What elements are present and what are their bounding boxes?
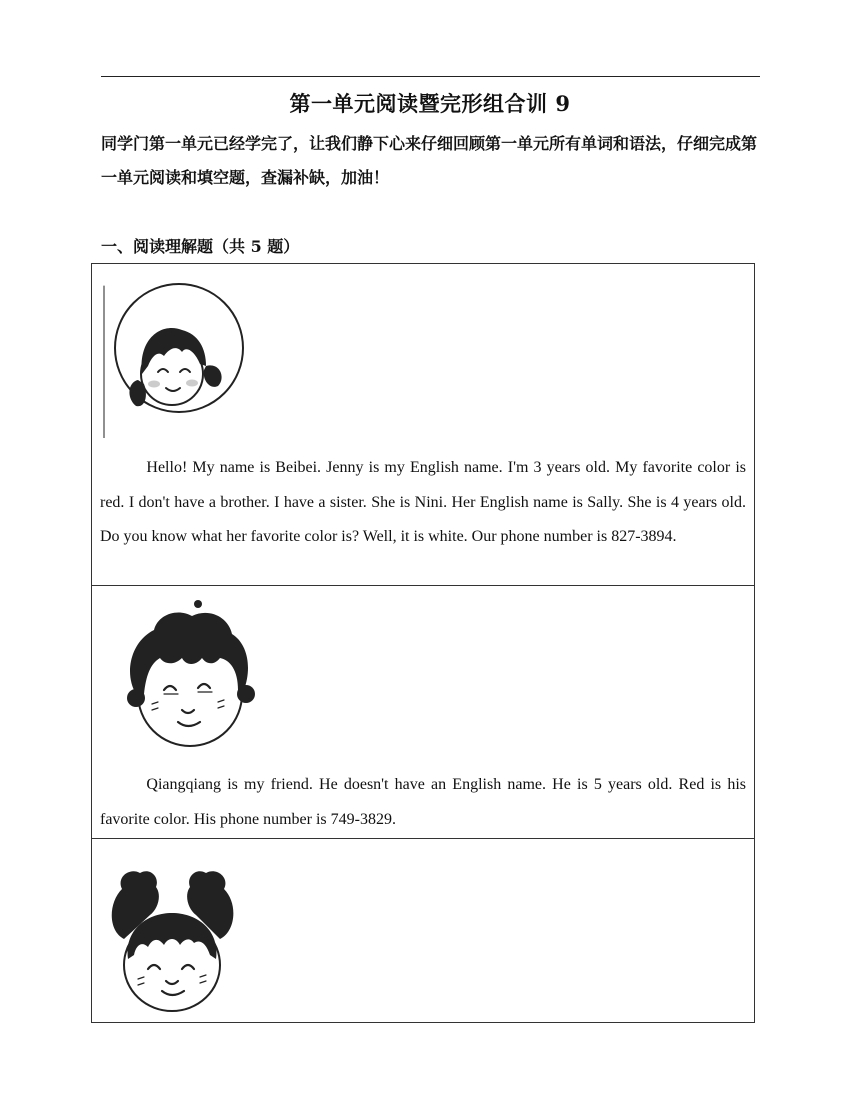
girl-with-hat-icon xyxy=(102,266,252,442)
passage-table xyxy=(91,263,755,1023)
intro-text: 同学门第一单元已经学完了，让我们静下心来仔细回顾第一单元所有单词和语法，仔细完成第一单元阅读和填空题，查漏补缺，加油！ xyxy=(101,134,758,187)
page-title: 第一单元阅读暨完形组合训 9 xyxy=(289,91,571,116)
passage-text-2: Qiangqiang is my friend. He doesn't have an English name. He is 5 years old. Red is his favorite color. His phone number is 749-3829. xyxy=(100,776,746,828)
passage-text-1: Hello! My name is Beibei. Jenny is my English name. I'm 3 years old. My favorite color is red. I don't have a brother. I have a sister. She is Nini. Her English name is Sally. She is 4 years old. Do you know what her favorite color is? Well, it is white. Our phone number is 827-3894. xyxy=(100,459,746,545)
boy-face-icon xyxy=(102,594,262,758)
passage-cell-2 xyxy=(92,586,754,839)
section-heading: 一、阅读理解题（共 5 题） xyxy=(101,237,300,256)
passage-cell-3 xyxy=(92,839,754,1022)
girl-with-buns-icon xyxy=(102,847,262,1023)
passage-cell-1 xyxy=(92,264,754,586)
top-rule xyxy=(101,76,760,77)
